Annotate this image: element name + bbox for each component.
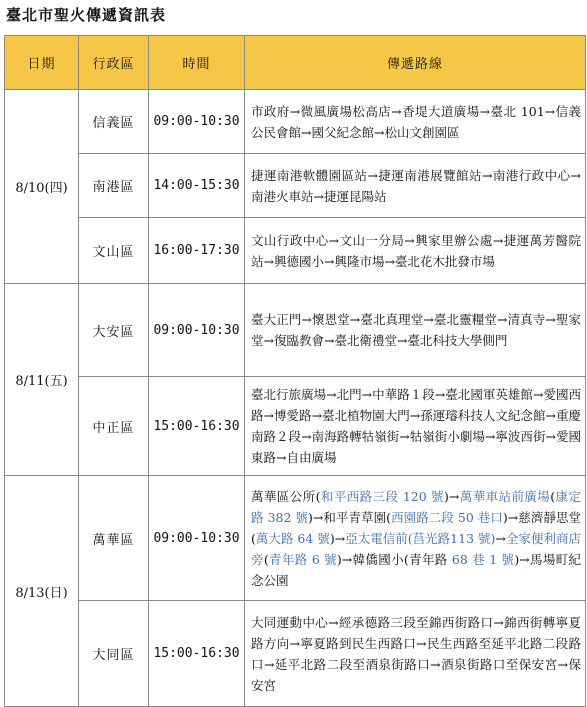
district-cell: 南港區 bbox=[79, 154, 149, 218]
header-route: 傳遞路線 bbox=[245, 36, 586, 90]
route-segment: )→ bbox=[329, 530, 346, 546]
date-cell: 8/10(四) bbox=[5, 90, 79, 284]
route-segment: )→馬場町紀念公園 bbox=[251, 551, 581, 588]
route-cell bbox=[245, 476, 586, 601]
time-cell: 15:00-16:30 bbox=[149, 601, 245, 707]
header-district: 行政區 bbox=[79, 36, 149, 90]
route-segment: 68 巷 1 號 bbox=[447, 551, 515, 567]
table-row bbox=[5, 601, 586, 707]
district-cell: 大安區 bbox=[79, 284, 149, 377]
route-segment: )→韓僑國小(青年路 bbox=[336, 551, 448, 567]
route-segment: )→慈濟靜思堂( bbox=[251, 509, 582, 546]
route-segment: 全家便利商店旁 bbox=[251, 530, 581, 567]
time-cell: 14:00-15:30 bbox=[149, 154, 245, 218]
district-cell: 文山區 bbox=[79, 218, 149, 284]
table-row bbox=[5, 218, 586, 284]
torch-relay-table bbox=[4, 35, 586, 707]
route-segment: 萬華車站前廣場 bbox=[459, 488, 551, 504]
district-cell: 萬華區 bbox=[79, 476, 149, 601]
page-title: 臺北市聖火傳遞資訊表 bbox=[6, 6, 167, 24]
route-segment: → bbox=[495, 530, 506, 546]
route-segment: )→ bbox=[444, 488, 460, 504]
route-cell: 大同運動中心→經承德路三段至錦西街路口→錦西街轉寧夏路方向→寧夏路到民生西路口→民生西路至延平北路二段路口→延平北路二段至酒泉街路口→酒泉街路口至保安宮→保安宮 bbox=[245, 601, 586, 707]
route-segment: 萬大路 64 號 bbox=[255, 530, 330, 546]
route-cell: 市政府→微風廣場松高店→香堤大道廣場→臺北 101→信義公民會館→國父紀念館→松山文創園區 bbox=[245, 90, 586, 154]
table-row bbox=[5, 154, 586, 218]
district-cell: 中正區 bbox=[79, 377, 149, 476]
route-cell: 臺大正門→懷恩堂→臺北真理堂→臺北靈糧堂→清真寺→聖家堂→復臨教會→臺北衛禮堂→臺北科技大學側門 bbox=[245, 284, 586, 377]
table-row bbox=[5, 476, 586, 601]
route-segment: 和平西路三段 120 號 bbox=[320, 488, 444, 504]
route-segment: 西園路二段 50 巷口 bbox=[391, 509, 503, 525]
route-segment: )→和平青草園( bbox=[308, 509, 392, 525]
header-row bbox=[5, 36, 586, 90]
time-cell: 09:00-10:30 bbox=[149, 284, 245, 377]
header-time: 時間 bbox=[149, 36, 245, 90]
time-cell: 16:00-17:30 bbox=[149, 218, 245, 284]
district-cell: 大同區 bbox=[79, 601, 149, 707]
route-segment: 康定路 382 號 bbox=[251, 488, 581, 525]
time-cell: 09:00-10:30 bbox=[149, 90, 245, 154]
route-segment: 亞太電信前(莒光路113 號) bbox=[345, 530, 496, 546]
time-cell: 15:00-16:30 bbox=[149, 377, 245, 476]
table-row bbox=[5, 90, 586, 154]
time-cell: 09:00-10:30 bbox=[149, 476, 245, 601]
route-cell: 捷運南港軟體園區站→捷運南港展覽館站→南港行政中心→南港火車站→捷運昆陽站 bbox=[245, 154, 586, 218]
route-cell: 臺北行旅廣場→北門→中華路１段→臺北國軍英雄館→愛國西路→博愛路→臺北植物園大門→孫運璿科技人文紀念館→重慶南路２段→南海路轉牯嶺街→牯嶺街小劇場→寧波西街→愛國東路→自由廣場 bbox=[245, 377, 586, 476]
route-segment: ( bbox=[550, 488, 556, 504]
table-row bbox=[5, 377, 586, 476]
route-segment: 青年路 6 號 bbox=[268, 551, 337, 567]
route-segment: 萬華區公所( bbox=[251, 488, 321, 504]
date-cell: 8/11(五) bbox=[5, 284, 79, 476]
district-cell: 信義區 bbox=[79, 90, 149, 154]
route-segment: ( bbox=[263, 551, 269, 567]
route-cell: 文山行政中心→文山一分局→興家里辦公處→捷運萬芳醫院站→興德國小→興隆市場→臺北花木批發市場 bbox=[245, 218, 586, 284]
table-row bbox=[5, 284, 586, 377]
date-cell: 8/13(日) bbox=[5, 476, 79, 707]
header-date: 日期 bbox=[5, 36, 79, 90]
